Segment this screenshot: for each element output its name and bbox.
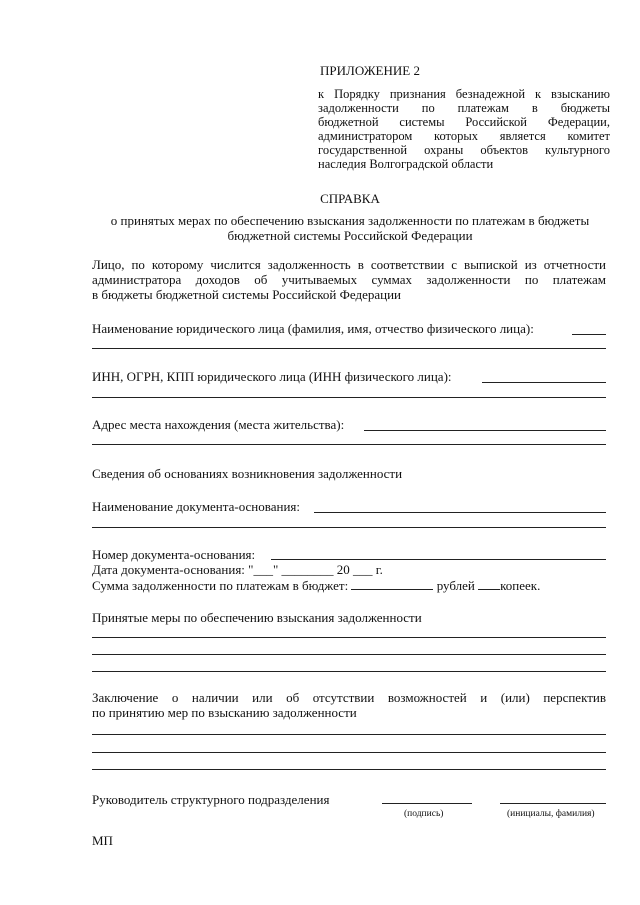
grounds-heading: Сведения об основаниях возникновения задолженности: [92, 466, 403, 481]
signature-caption: (подпись): [404, 809, 444, 819]
intro-line: Лицо, по которому числится задолженность в соответствии с выпиской из отчетности: [92, 257, 606, 272]
appendix-note: [318, 87, 610, 171]
inn-label: ИНН, ОГРН, КПП юридического лица (ИНН физического лица):: [92, 369, 452, 384]
appendix-title: ПРИЛОЖЕНИЕ 2: [320, 63, 420, 78]
conclusion-field[interactable]: [92, 769, 606, 770]
address-field[interactable]: [92, 444, 606, 445]
doc-name-field-inline[interactable]: [314, 512, 606, 513]
kopecks-field[interactable]: [478, 579, 500, 590]
measures-field[interactable]: [92, 671, 606, 672]
subtitle-line: о принятых мерах по обеспечению взыскания задолженности по платежам в бюджеты: [110, 213, 590, 228]
conclusion-field[interactable]: [92, 734, 606, 735]
measures-field[interactable]: [92, 654, 606, 655]
name-field[interactable]: [500, 803, 606, 804]
appendix-line: задолженности по платежам в бюджеты: [318, 101, 610, 115]
conclusion-field[interactable]: [92, 752, 606, 753]
appendix-line: администратором которых является комитет: [318, 129, 610, 143]
doc-number-field[interactable]: [271, 559, 606, 560]
debt-sum-row: [92, 578, 540, 593]
conclusion-line: по принятию мер по взысканию задолженности: [92, 705, 357, 720]
rubles-field[interactable]: [351, 579, 433, 590]
debt-sum-label: Сумма задолженности по платежам в бюджет:: [92, 578, 349, 593]
intro-line: администратора доходов об учитываемых суммах задолженности по платежам: [92, 272, 606, 287]
doc-number-label: Номер документа-основания:: [92, 547, 256, 562]
inn-field-inline[interactable]: [482, 382, 606, 383]
inn-field[interactable]: [92, 397, 606, 398]
appendix-line: бюджетной системы Российской Федерации,: [318, 115, 610, 129]
intro-line: в бюджеты бюджетной системы Российской Федерации: [92, 287, 401, 302]
head-of-unit-label: Руководитель структурного подразделения: [92, 792, 330, 807]
address-label: Адрес места нахождения (места жительства):: [92, 417, 345, 432]
entity-name-field[interactable]: [92, 348, 606, 349]
conclusion-line: Заключение о наличии или об отсутствии возможностей и (или) перспектив: [92, 690, 606, 705]
document-subtitle: [90, 213, 610, 243]
conclusion-text: [92, 690, 606, 720]
address-field-inline[interactable]: [364, 430, 606, 431]
appendix-line: наследия Волгоградской области: [318, 157, 494, 171]
doc-date-label: Дата документа-основания: "___" ________ 20 ___ г.: [92, 562, 383, 577]
stamp-place: МП: [92, 833, 113, 848]
doc-name-label: Наименование документа-основания:: [92, 499, 300, 514]
measures-heading: Принятые меры по обеспечению взыскания задолженности: [92, 610, 422, 625]
measures-field[interactable]: [92, 637, 606, 638]
name-caption: (инициалы, фамилия): [507, 809, 595, 819]
entity-name-field-inline[interactable]: [572, 334, 606, 335]
subtitle-line: бюджетной системы Российской Федерации: [227, 228, 473, 243]
rubles-label: рублей: [436, 578, 475, 593]
appendix-line: государственной охраны объектов культурного: [318, 143, 610, 157]
intro-paragraph: [92, 257, 606, 302]
entity-name-label: Наименование юридического лица (фамилия, имя, отчество физического лица):: [92, 321, 534, 336]
kopecks-label: копеек.: [500, 578, 541, 593]
signature-field[interactable]: [382, 803, 472, 804]
appendix-line: к Порядку признания безнадежной к взысканию: [318, 87, 610, 101]
doc-name-field[interactable]: [92, 527, 606, 528]
document-title: СПРАВКА: [320, 191, 380, 206]
